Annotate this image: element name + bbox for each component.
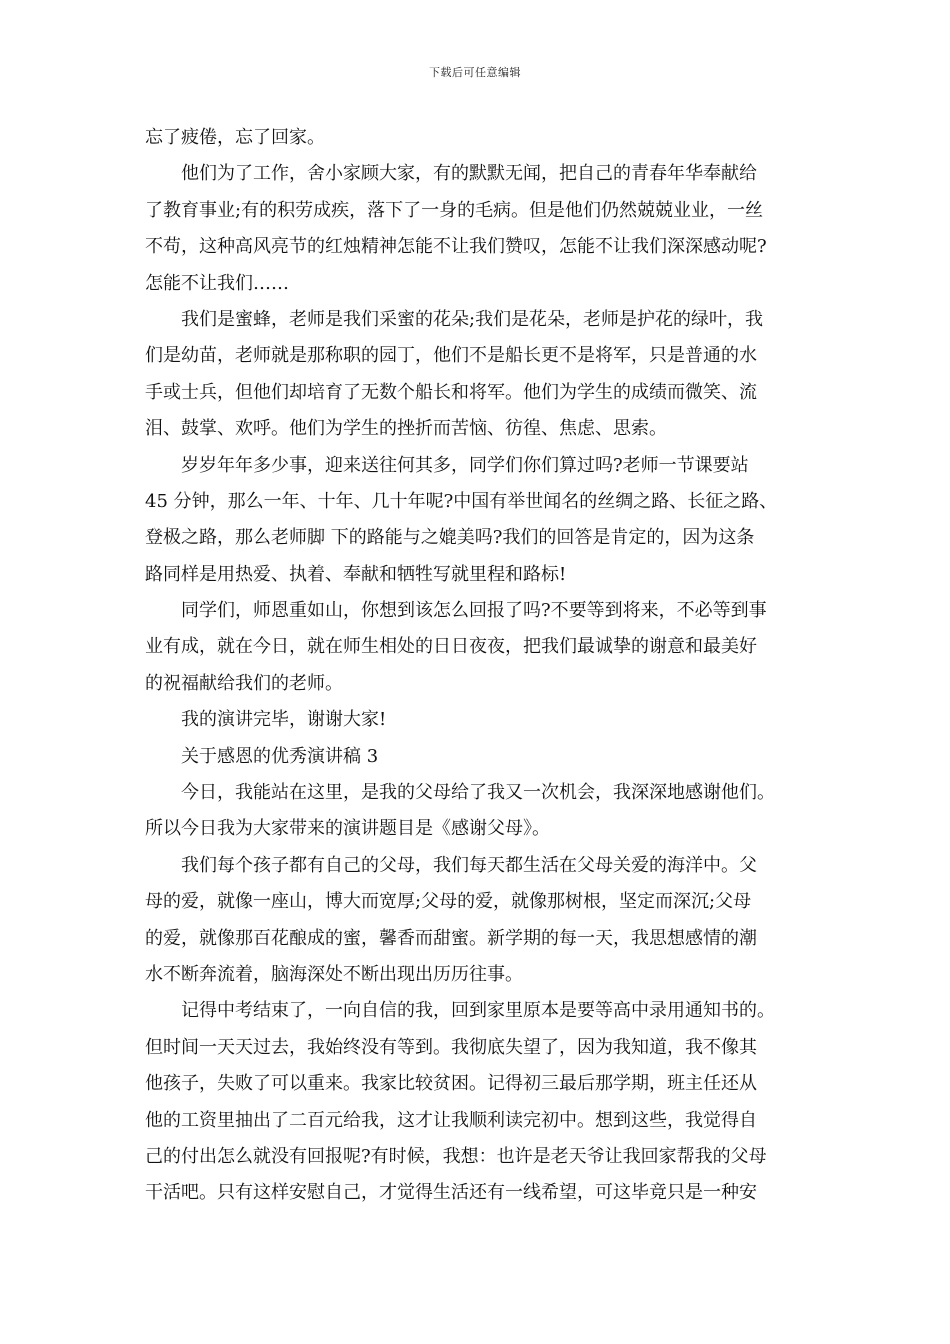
- text-line: 水不断奔流着，脑海深处不断出现出历历往事。: [145, 963, 523, 985]
- text-line: 的祝福献给我们的老师。: [145, 672, 343, 694]
- text-line: 他的工资里抽出了二百元给我，这才让我顺利读完初中。想到这些，我觉得自: [145, 1109, 757, 1131]
- text-line: 怎能不让我们……: [145, 272, 289, 294]
- text-line: 忘了疲倦，忘了回家。: [145, 127, 325, 148]
- text-line: 我们每个孩子都有自己的父母，我们每天都生活在父母关爱的海洋中。父: [181, 854, 757, 876]
- text-line: 们是幼苗，老师就是那称职的园丁，他们不是船长更不是将军，只是普通的水: [145, 345, 757, 367]
- text-line: 同学们，师恩重如山，你想到该怎么回报了吗?不要等到将来，不必等到事: [181, 600, 767, 622]
- text-line: 路同样是用热爱、执着、奉献和牺牲写就里程和路标!: [145, 563, 567, 585]
- text-line: 但时间一天天过去，我始终没有等到。我彻底失望了，因为我知道，我不像其: [145, 1036, 757, 1058]
- text-line: 所以今日我为大家带来的演讲题目是《感谢父母》。: [145, 818, 550, 840]
- document-body: [145, 120, 810, 1212]
- text-line: 了教育事业;有的积劳成疾，落下了一身的毛病。但是他们仍然兢兢业业，一丝: [145, 199, 764, 221]
- text-line: 业有成，就在今日，就在师生相处的日日夜夜，把我们最诚挚的谢意和最美好: [145, 636, 757, 658]
- text-line: 己的付出怎么就没有回报呢?有时候，我想：也许是老天爷让我回家帮我的父母: [145, 1145, 767, 1167]
- text-line: 岁岁年年多少事，迎来送往何其多，同学们你们算过吗?老师一节课要站: [181, 454, 749, 476]
- text-line: 不苟，这种高风亮节的红烛精神怎能不让我们赞叹，怎能不让我们深深感动呢?: [145, 236, 767, 258]
- text-line: 今日，我能站在这里，是我的父母给了我又一次机会，我深深地感谢他们。: [181, 782, 775, 804]
- text-line: 泪、鼓掌、欢呼。他们为学生的挫折而苦恼、彷徨、焦虑、思索。: [145, 418, 667, 440]
- text-line: 母的爱，就像一座山，博大而宽厚;父母的爱，就像那树根，坚定而深沉;父母: [145, 891, 752, 913]
- text-line: 他孩子，失败了可以重来。我家比较贫困。记得初三最后那学期，班主任还从: [145, 1073, 757, 1095]
- text-line: 我们是蜜蜂，老师是我们采蜜的花朵;我们是花朵，老师是护花的绿叶，我: [181, 308, 764, 330]
- text-line: 他们为了工作，舍小家顾大家，有的默默无闻，把自己的青春年华奉献给: [181, 163, 757, 185]
- text-line: 的爱，就像那百花酿成的蜜，馨香而甜蜜。新学期的每一天，我思想感情的潮: [145, 927, 757, 949]
- page-header: 下载后可任意编辑: [429, 66, 521, 79]
- section-heading: 关于感恩的优秀演讲稿 3: [181, 745, 379, 767]
- text-line: 记得中考结束了，一向自信的我，回到家里原本是要等高中录用通知书的。: [181, 1000, 775, 1022]
- text-line: 我的演讲完毕，谢谢大家!: [181, 709, 387, 731]
- text-line: 干活吧。只有这样安慰自己，才觉得生活还有一线希望，可这毕竟只是一种安: [145, 1182, 757, 1204]
- text-line: 45 分钟，那么一年、十年、几十年呢?中国有举世闻名的丝绸之路、长征之路、: [145, 490, 778, 512]
- text-line: 手或士兵，但他们却培育了无数个船长和将军。他们为学生的成绩而微笑、流: [145, 381, 757, 403]
- text-line: 登极之路，那么老师脚 下的路能与之媲美吗?我们的回答是肯定的，因为这条: [145, 527, 755, 549]
